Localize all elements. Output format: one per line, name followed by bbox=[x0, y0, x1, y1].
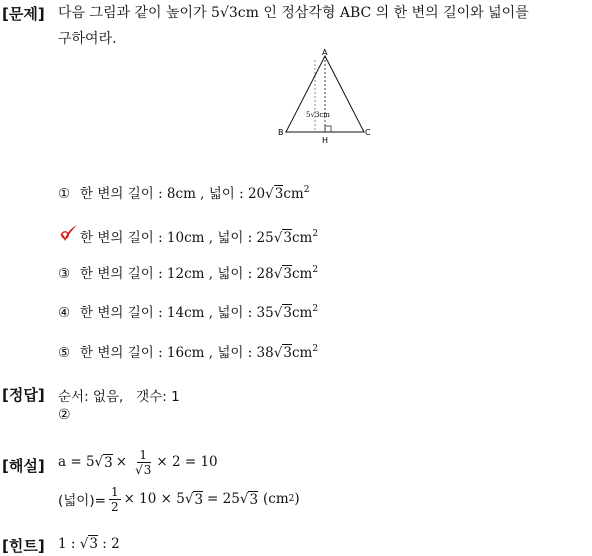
problem-line-2: 구하여라. bbox=[58, 31, 117, 47]
option-2[interactable] bbox=[58, 224, 318, 246]
option-4[interactable] bbox=[58, 301, 318, 321]
eq1-frac-num: 1 bbox=[139, 447, 148, 462]
solution-equation-2 bbox=[58, 479, 300, 519]
sqrt-sign: √ bbox=[135, 462, 143, 477]
option-5[interactable] bbox=[58, 341, 318, 361]
eq2-close: ) bbox=[294, 491, 300, 507]
option-3-number: ③ bbox=[58, 266, 71, 282]
option-5-number: ⑤ bbox=[58, 345, 71, 361]
option-1-number: ① bbox=[58, 186, 71, 202]
sqrt-sign: √ bbox=[79, 536, 89, 552]
problem-tag: [문제] bbox=[2, 5, 45, 23]
eq2-mid: × 10 × 5 bbox=[123, 491, 185, 507]
answer-line-2: ② bbox=[58, 407, 71, 423]
right-angle-mark bbox=[325, 126, 331, 132]
option-4-number: ④ bbox=[58, 305, 71, 321]
sqrt-sign: √ bbox=[273, 305, 283, 321]
vertex-c-label: C bbox=[365, 128, 371, 137]
option-1[interactable] bbox=[58, 182, 309, 202]
option-5-exp: 2 bbox=[312, 344, 319, 354]
option-4-exp: 2 bbox=[312, 304, 319, 314]
hint-text bbox=[58, 536, 120, 552]
eq1-root: 3 bbox=[104, 454, 113, 471]
foot-h-label: H bbox=[322, 136, 329, 145]
problem-line-1: 다음 그림과 같이 높이가 5√3cm 인 정삼각형 ABC 의 한 변의 길이와 넓이를 bbox=[58, 5, 529, 21]
option-2-unit: cm bbox=[291, 230, 313, 246]
eq2-frac-num: 1 bbox=[110, 484, 119, 499]
problem-text bbox=[58, 3, 592, 49]
sqrt-sign: √ bbox=[184, 491, 194, 507]
option-4-root: 3 bbox=[283, 305, 292, 321]
option-1-exp: 2 bbox=[303, 185, 310, 195]
solution-equation-1 bbox=[58, 442, 218, 482]
option-3-exp: 2 bbox=[312, 265, 319, 275]
option-1-text: 한 변의 길이 : 8cm , 넓이 : 20 bbox=[80, 186, 266, 202]
vertex-a-label: A bbox=[322, 48, 328, 57]
sqrt-sign: √ bbox=[94, 454, 104, 470]
answer-tag: [정답] bbox=[2, 386, 45, 404]
option-5-text: 한 변의 길이 : 16cm , 넓이 : 38 bbox=[80, 345, 274, 361]
option-3[interactable] bbox=[58, 262, 318, 282]
eq1-right: × 2 = 10 bbox=[156, 454, 218, 470]
option-3-unit: cm bbox=[291, 266, 313, 282]
eq2-root-2: 3 bbox=[249, 491, 259, 508]
eq2-left: (넓이)= bbox=[58, 493, 106, 509]
option-5-root: 3 bbox=[283, 345, 292, 361]
option-1-unit: cm bbox=[283, 186, 304, 202]
height-label: 5√3cm bbox=[306, 111, 330, 119]
option-3-text: 한 변의 길이 : 12cm , 넓이 : 28 bbox=[80, 266, 274, 282]
option-2-exp: 2 bbox=[312, 229, 319, 239]
check-icon bbox=[58, 224, 80, 246]
sqrt-sign: √ bbox=[239, 491, 249, 507]
eq2-exp: 2 bbox=[288, 494, 295, 504]
sqrt-sign: √ bbox=[265, 186, 274, 202]
eq1-frac-den: 3 bbox=[143, 462, 152, 477]
sqrt-sign: √ bbox=[273, 345, 283, 361]
eq1-left: a = 5 bbox=[58, 454, 95, 470]
sqrt-sign: √ bbox=[273, 266, 283, 282]
option-5-unit: cm bbox=[291, 345, 313, 361]
answer-line-1: 순서: 없음, 갯수: 1 bbox=[58, 389, 180, 405]
eq1-fraction bbox=[133, 448, 153, 477]
hint-right: : 2 bbox=[102, 536, 120, 552]
hint-left: 1 : bbox=[58, 536, 76, 552]
eq2-frac-den: 2 bbox=[110, 499, 119, 514]
option-2-root: 3 bbox=[283, 230, 292, 246]
eq2-eq: = 25 bbox=[207, 491, 240, 507]
triangle-figure bbox=[270, 46, 380, 150]
hint-tag: [힌트] bbox=[2, 537, 45, 555]
option-3-root: 3 bbox=[283, 266, 292, 282]
option-4-text: 한 변의 길이 : 14cm , 넓이 : 35 bbox=[80, 305, 274, 321]
option-1-root: 3 bbox=[274, 186, 284, 202]
option-4-unit: cm bbox=[291, 305, 313, 321]
solution-tag: [해설] bbox=[2, 457, 45, 475]
sqrt-sign: √ bbox=[273, 230, 283, 246]
vertex-b-label: B bbox=[278, 128, 284, 137]
eq1-times: × bbox=[115, 454, 128, 470]
eq2-fraction bbox=[109, 485, 121, 514]
eq2-unit: (cm bbox=[263, 491, 289, 507]
option-2-text: 한 변의 길이 : 10cm , 넓이 : 25 bbox=[80, 230, 274, 246]
hint-root: 3 bbox=[89, 536, 98, 552]
eq2-root-1: 3 bbox=[194, 491, 204, 508]
